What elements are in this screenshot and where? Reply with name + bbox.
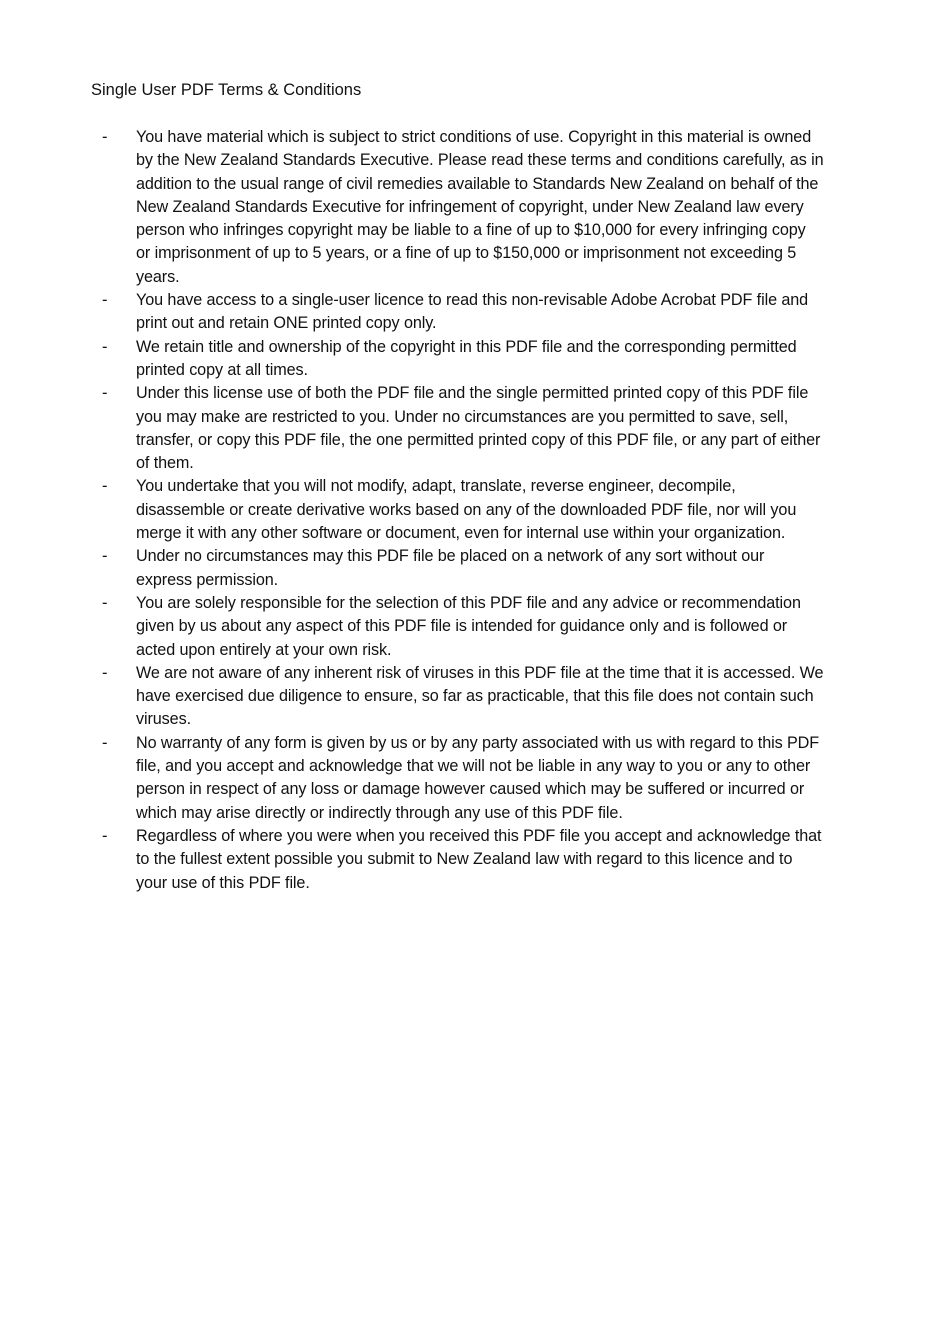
term-item [0,592,950,662]
term-bullet: - [102,663,108,682]
term-item [0,732,950,825]
term-text: You undertake that you will not modify, adapt, translate, reverse engineer, decompile, disassemble or create derivative works based on any of the downloaded PDF file, nor will you merge it with any other software or document, even for internal use within your organization. [136,477,797,543]
term-bullet: - [102,477,108,496]
term-item [0,545,950,592]
term-bullet: - [102,337,108,356]
term-bullet: - [102,733,108,752]
term-bullet: - [102,826,108,845]
term-bullet: - [102,547,108,566]
term-bullet: - [102,291,108,310]
term-text: Under no circumstances may this PDF file be placed on a network of any sort without our express permission. [136,547,765,589]
term-bullet: - [102,593,108,612]
term-item [0,662,950,732]
term-text: No warranty of any form is given by us or by any party associated with us with regard to this PDF file, and you accept and acknowledge that we will not be liable in any way to you or any to other person in respect of any loss or damage however caused which may be suffered or incurred or which may arise directly or indirectly through any use of this PDF file. [136,733,820,822]
term-text: You have access to a single-user licence to read this non-revisable Adobe Acrobat PDF file and print out and retain ONE printed copy only. [136,291,809,333]
term-text: You are solely responsible for the selection of this PDF file and any advice or recommendation given by us about any aspect of this PDF file is intended for guidance only and is followed or acted upon entirely at your own risk. [136,593,801,659]
term-item [0,475,950,545]
term-text: We are not aware of any inherent risk of viruses in this PDF file at the time that it is accessed. We have exercised due diligence to ensure, so far as practicable, that this file does not contain such viruses. [136,663,824,729]
term-text: Regardless of where you were when you received this PDF file you accept and acknowledge that to the fullest extent possible you submit to New Zealand law with regard to this licence and to your use of this PDF file. [136,826,822,892]
term-item [0,126,950,289]
term-text: You have material which is subject to strict conditions of use. Copyright in this material is owned by the New Zealand Standards Executive. Please read these terms and conditions carefully, as in addition to the usual range of civil remedies available to Standards New Zealand on behalf of the New Zealand Standards Executive for infringement of copyright, under New Zealand law every person who infringes copyright may be liable to a fine of up to $10,000 for every infringing copy or imprisonment of up to 5 years, or a fine of up to $150,000 or imprisonment not exceeding 5 years. [136,128,824,286]
terms-list [0,126,950,895]
term-bullet: - [102,384,108,403]
term-item [0,289,950,336]
document-title: Single User PDF Terms & Conditions [91,81,362,99]
term-bullet: - [102,128,108,146]
term-text: Under this license use of both the PDF file and the single permitted printed copy of this PDF file you may make are restricted to you. Under no circumstances are you permitted to save, sell, transfer, or copy this PDF file, the one permitted printed copy of this PDF file, or any part of either of them. [136,384,821,473]
term-item [0,382,950,475]
term-item [0,825,950,895]
term-text: We retain title and ownership of the copyright in this PDF file and the corresponding permitted printed copy at all times. [136,337,797,379]
term-item [0,336,950,383]
